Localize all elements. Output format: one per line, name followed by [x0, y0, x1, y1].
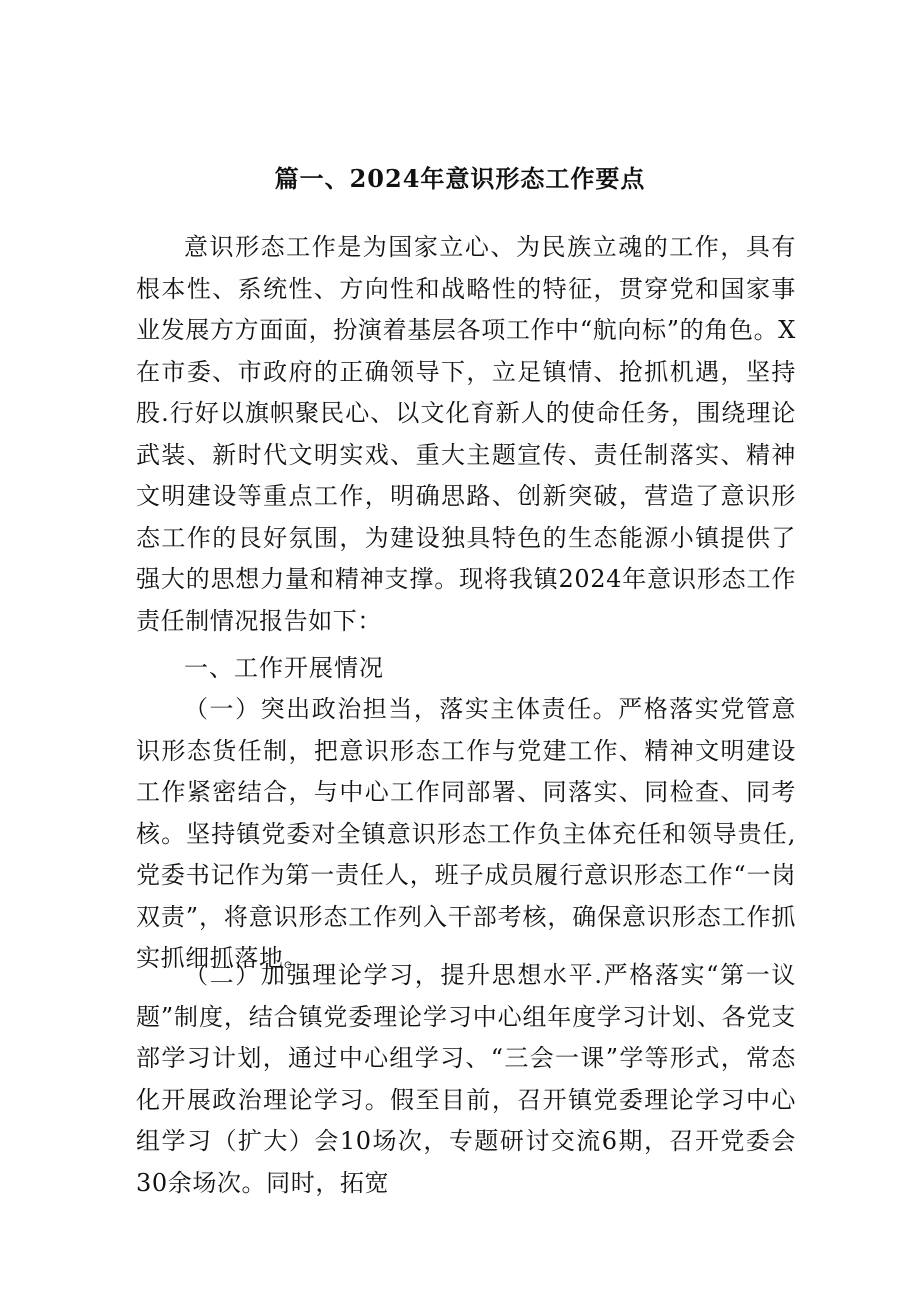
document-title: 篇一、2024年意识形态工作要点: [274, 164, 646, 193]
paragraph-two: （二）加强理论学习，提升思想水平.严格落实“第一议题”制度，结合镇党委理论学习中心组年度学习计划、各党支部学习计划，通过中心组学习、“三会一课”学等形式，常态化开展政治理论学习。假至目前，召开镇党委理论学习中心组学习（扩大）会10场次，专题研讨交流6期，召开党委会30余场次。同时，拓宽: [136, 961, 796, 1197]
section-heading: 一、工作开展情况: [184, 654, 384, 682]
intro-paragraph: 意识形态工作是为国家立心、为民族立魂的工作，具有根本性、系统性、方向性和战略性的特征，贯穿党和国家事业发展方方面面，扮演着基层各项工作中“航向标”的角色。X在市委、市政府的正确领导下，立足镇情、抢抓机遇，坚持股.行好以旗帜聚民心、以文化育新人的使命任务，围绕理论武装、新时代文明实戏、重大主题宣传、责任制落实、精神文明建设等重点工作，明确思路、创新突破，营造了意识形态工作的艮好氛围，为建设独具特色的生态能源小镇提供了强大的思想力量和精神支撑。现将我镇2024年意识形态工作责任制情况报告如下：: [136, 233, 796, 635]
paragraph-one: （一）突出政治担当，落实主体责任。严格落实党管意识形态货任制，把意识形态工作与党建工作、精神文明建设工作紧密结合，与中心工作同部署、同落实、同检查、同考核。坚持镇党委对全镇意识形态工作负主体充任和领导贵任,党委书记作为第一责任人，班子成员履行意识形态工作“一岗双责”，将意识形态工作列入干部考核，确保意识形态工作抓实抓细抓落地。: [136, 695, 796, 972]
